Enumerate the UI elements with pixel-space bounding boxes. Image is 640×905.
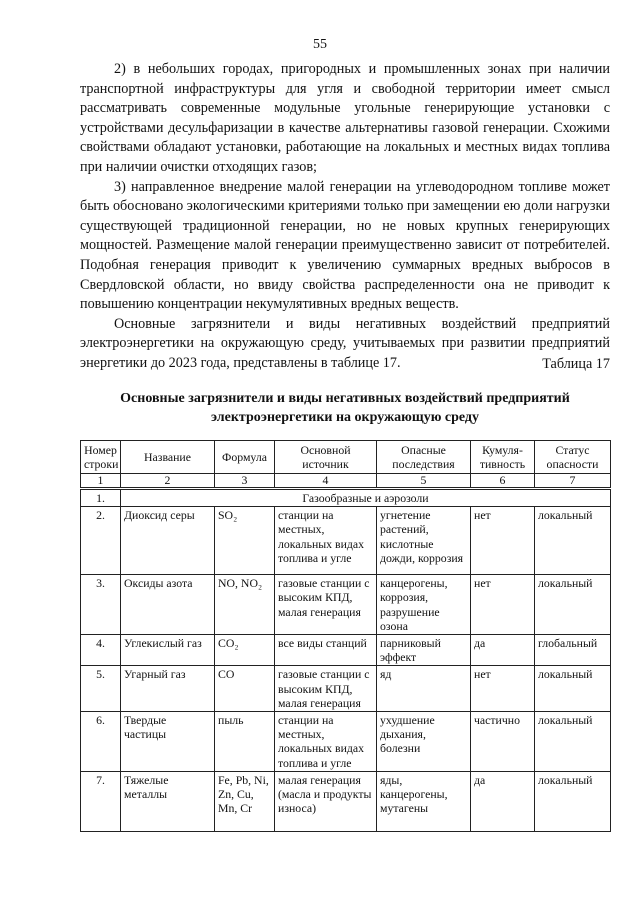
table-header-row xyxy=(81,441,611,474)
cumulativity: да xyxy=(471,772,535,832)
header-cell: Основной источник xyxy=(275,441,377,474)
page-number: 55 xyxy=(313,37,327,52)
table-title: Основные загрязнители и виды негативных воздействий предприятий электроэнергетики на окружающую среду xyxy=(120,391,570,425)
column-number: 2 xyxy=(121,474,215,489)
table-caption: Таблица 17 xyxy=(542,356,610,372)
paragraph-item-3: 3) направленное внедрение малой генерации на углеводородном топливе может быть обосновано экологическими критериями только при замещении ею доли нагрузки существующей традиционной генерации, но не новых крупных генерирующих мощностей. Размещение малой генерации преимущественно зависит от потребителей. Подобная генерация приводит к увеличению суммарных вредных выбросов в Свердловской области, но ввиду свойства распределенности она не приводит к повышению концентрации некумулятивных вредных веществ. xyxy=(80,178,611,313)
hazard-effects: ухудшение дыхания, болезни xyxy=(377,712,471,772)
table-row xyxy=(81,635,611,666)
group-label: Газообразные и аэрозоли xyxy=(121,489,611,507)
hazard-status: глобальный xyxy=(535,635,611,666)
hazard-status: локальный xyxy=(535,575,611,635)
pollutant-name: Диоксид серы xyxy=(121,507,215,575)
hazard-effects: канцерогены, коррозия, разрушение озона xyxy=(377,575,471,635)
main-source: станции на местных, локальных видах топлива и угле xyxy=(275,712,377,772)
row-number: 2. xyxy=(81,507,121,575)
row-number: 6. xyxy=(81,712,121,772)
header-cell: Статус опасности xyxy=(535,441,611,474)
main-source: газовые станции с высоким КПД, малая генерация xyxy=(275,666,377,712)
hazard-status: локальный xyxy=(535,772,611,832)
pollutant-name: Углекислый газ xyxy=(121,635,215,666)
pollutant-name: Угарный газ xyxy=(121,666,215,712)
row-number: 4. xyxy=(81,635,121,666)
header-cell: Название xyxy=(121,441,215,474)
pollutant-name: Оксиды азота xyxy=(121,575,215,635)
header-cell: Формула xyxy=(215,441,275,474)
paragraph-item-2: 2) в небольших городах, пригородных и промышленных зонах при наличии транспортной инфраструктуры для угля и свободной территории имеет смысл рассматривать современные модульные угольные генерирующие установки с устройствами десульфаризации в качестве альтернативы газовой генерации. Схожими свойствами обладают установки, работающие на локальных и местных видах топлива при наличии очистки отходящих газов; xyxy=(80,61,610,175)
table-row xyxy=(81,575,611,635)
column-number: 7 xyxy=(535,474,611,489)
hazard-status: локальный xyxy=(535,666,611,712)
column-number: 6 xyxy=(471,474,535,489)
cumulativity: да xyxy=(471,635,535,666)
row-number: 1. xyxy=(81,489,121,507)
pollutant-formula: CO xyxy=(215,666,275,712)
pollutants-table xyxy=(80,440,611,832)
cumulativity: частично xyxy=(471,712,535,772)
cumulativity: нет xyxy=(471,507,535,575)
body-text xyxy=(80,60,610,374)
table-row xyxy=(81,507,611,575)
pollutant-formula: CO₂ xyxy=(215,635,275,666)
header-cell: Номер строки xyxy=(81,441,121,474)
paragraph-table-intro: Основные загрязнители и виды негативных воздействий предприятий электроэнергетики на окружающую среду, учитываемых при развитии предприятий энергетики до 2023 года, представлены в таблице 17. xyxy=(80,315,610,371)
pollutant-name: Твердые частицы xyxy=(121,712,215,772)
table-row xyxy=(81,712,611,772)
pollutant-formula: пыль xyxy=(215,712,275,772)
pollutant-formula: NO, NO₂ xyxy=(215,575,275,635)
table-group-row xyxy=(81,489,611,507)
header-cell: Опасные последствия xyxy=(377,441,471,474)
pollutant-name: Тяжелые металлы xyxy=(121,772,215,832)
pollutant-formula: Fe, Pb, Ni, Zn, Cu, Mn, Cr xyxy=(215,772,275,832)
column-number: 4 xyxy=(275,474,377,489)
pollutant-formula: SO₂ xyxy=(215,507,275,575)
hazard-status: локальный xyxy=(535,507,611,575)
main-source: все виды станций xyxy=(275,635,377,666)
table-row xyxy=(81,772,611,832)
table-row xyxy=(81,666,611,712)
hazard-effects: яды, канцерогены, мутагены xyxy=(377,772,471,832)
row-number: 5. xyxy=(81,666,121,712)
hazard-effects: яд xyxy=(377,666,471,712)
column-number: 5 xyxy=(377,474,471,489)
main-source: малая генерация (масла и продукты износа) xyxy=(275,772,377,832)
row-number: 7. xyxy=(81,772,121,832)
cumulativity: нет xyxy=(471,666,535,712)
hazard-effects: угнетение растений, кислотные дожди, коррозия xyxy=(377,507,471,575)
main-source: газовые станции с высоким КПД, малая генерация xyxy=(275,575,377,635)
hazard-status: локальный xyxy=(535,712,611,772)
header-cell: Кумуля-тивность xyxy=(471,441,535,474)
column-number: 3 xyxy=(215,474,275,489)
cumulativity: нет xyxy=(471,575,535,635)
main-source: станции на местных, локальных видах топлива и угле xyxy=(275,507,377,575)
hazard-effects: парниковый эффект xyxy=(377,635,471,666)
column-number-row xyxy=(81,474,611,489)
row-number: 3. xyxy=(81,575,121,635)
column-number: 1 xyxy=(81,474,121,489)
